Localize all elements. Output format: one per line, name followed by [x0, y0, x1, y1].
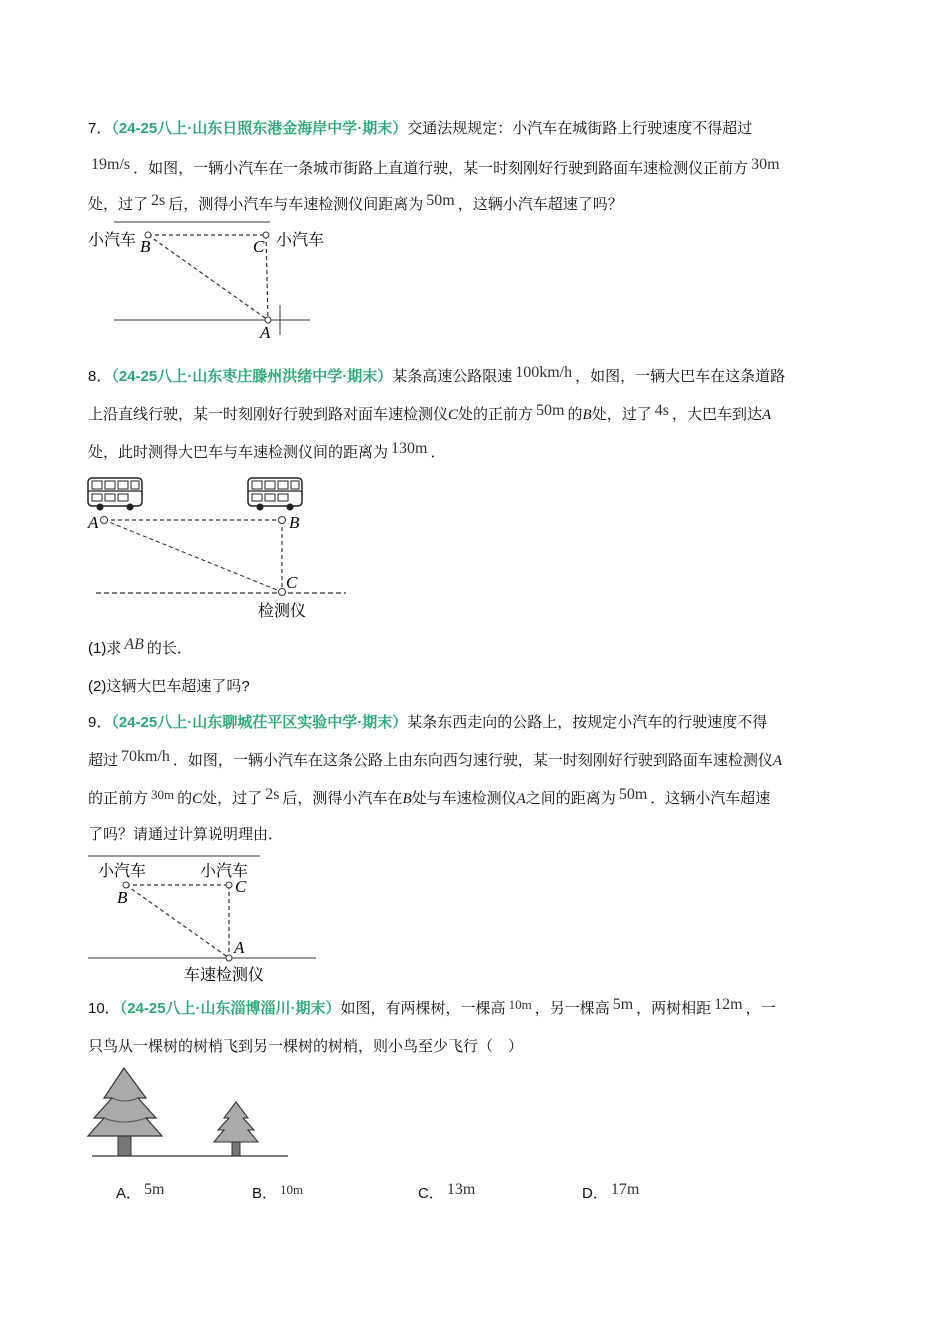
- tree-icon: [214, 1102, 258, 1156]
- q9-label-b: B: [117, 888, 128, 907]
- q9-label-c: C: [235, 877, 247, 896]
- q9-var-a2: A: [516, 791, 526, 807]
- q10-height-2: 5m: [612, 996, 634, 1013]
- q8-text-9: ．: [430, 443, 446, 461]
- q9-time: 2s: [265, 786, 280, 803]
- q9-distance-2: 50m: [618, 786, 648, 803]
- q10-number: 10．: [88, 1000, 120, 1017]
- q8-label-a: A: [88, 513, 99, 532]
- q9-text-9: 之间的距离为: [525, 789, 616, 807]
- q9-var-c: C: [192, 791, 203, 807]
- q7-distance-2: 50m: [426, 192, 455, 209]
- q7-time: 2s: [151, 192, 166, 209]
- q9-label-a: A: [234, 938, 245, 957]
- q9-text-10: ．这辆小汽车超速: [650, 789, 771, 807]
- q7-text-3: 处，过了: [88, 195, 149, 213]
- q9-text-6: 处，过了: [202, 789, 263, 807]
- q7-label-b: B: [140, 237, 151, 256]
- q7-speed-limit: 19m/s: [91, 156, 131, 173]
- q9-source: （24-25八上·山东聊城茌平区实验中学·期末）: [111, 714, 408, 731]
- q9-detector-label: 车速检测仪: [184, 965, 265, 984]
- q9-text-7: 后，测得小汽车在: [282, 789, 403, 807]
- option-c-label: C．: [418, 1185, 444, 1202]
- q8-text-7: ，大巴车到达: [671, 405, 762, 423]
- q8-distance: 50m: [536, 402, 565, 419]
- option-d-value: 17m: [610, 1181, 640, 1198]
- q8-label-b: B: [289, 513, 300, 532]
- q7-text-2: ．如图，一辆小汽车在一条城市街路上直道行驶，某一时刻刚好行驶到路面车速检测仪正前方: [133, 159, 749, 177]
- q8-number: 8．: [88, 368, 112, 385]
- option-a-value: 5m: [144, 1181, 165, 1198]
- q8-sub1-post: 的长．: [146, 639, 192, 657]
- q9-var-b: B: [402, 791, 412, 807]
- option-a-label: A．: [116, 1185, 142, 1202]
- q9-text-2: 超过: [88, 751, 119, 769]
- q10-text-1: 如图，有两棵树，一棵高: [340, 999, 506, 1017]
- option-c-value: 13m: [446, 1181, 476, 1198]
- q10-option-c[interactable]: [418, 1182, 478, 1203]
- q8-sub2-text: (2)这辆大巴车超速了吗?: [88, 678, 250, 695]
- q8-text-1: 某条高速公路限速: [392, 367, 513, 385]
- q7-distance: 30m: [751, 156, 780, 173]
- option-b-label: B．: [252, 1185, 278, 1202]
- q8-distance-2: 130m: [391, 440, 428, 457]
- q10-text-4: ，一: [745, 999, 776, 1017]
- q7-number: 7．: [88, 120, 112, 137]
- q8-text-4: 处的正前方: [458, 405, 534, 423]
- q8-label-c: C: [286, 573, 298, 592]
- q9-car-left: 小汽车: [98, 861, 147, 880]
- q10-distance: 12m: [714, 996, 743, 1013]
- q7-label-a: A: [260, 323, 271, 342]
- q8-source: （24-25八上·山东枣庄滕州洪绪中学·期末）: [111, 368, 393, 385]
- q10-text-3: ，两树相距: [636, 999, 712, 1017]
- q7-source: （24-25八上·山东日照东港金海岸中学·期末）: [111, 120, 408, 137]
- q9-var-a: A: [772, 753, 783, 769]
- q7-text-5: ，这辆小汽车超速了吗？: [457, 195, 623, 213]
- q9-car-right: 小汽车: [200, 861, 249, 880]
- q8-speed-limit: 100km/h: [515, 364, 573, 381]
- q8-text-2: ，如图，一辆大巴车在这条道路: [575, 367, 786, 385]
- q8-text-6: 处，过了: [591, 405, 652, 423]
- q9-text-4: 的正前方: [88, 789, 149, 807]
- q10-option-d[interactable]: [582, 1182, 642, 1203]
- q8-time: 4s: [654, 402, 669, 419]
- q9-number: 9．: [88, 714, 112, 731]
- q10-text-5: 只鸟从一棵树的树梢飞到另一棵树的树梢，则小鸟至少飞行（ ）: [88, 1037, 524, 1055]
- q9-text-5: 的: [177, 789, 193, 807]
- q10-source: （24-25八上·山东淄博淄川·期末）: [119, 1000, 341, 1017]
- q8-var-a: A: [761, 407, 772, 423]
- q8-text-5: 的: [567, 405, 583, 423]
- q7-car-left: 小汽车: [88, 230, 137, 249]
- q8-text-8: 处，此时测得大巴车与车速检测仪间的距离为: [88, 443, 389, 461]
- q10-text-2: ，另一棵高: [534, 999, 610, 1017]
- q10-option-a[interactable]: [116, 1182, 167, 1203]
- q9-text-3: ．如图，一辆小汽车在这条公路上由东向西匀速行驶，某一时刻刚好行驶到路面车速检测仪: [172, 751, 773, 769]
- q9-text-11: 了吗？请通过计算说明理由．: [88, 825, 284, 843]
- q7-text-4: 后，测得小汽车与车速检测仪间距离为: [168, 195, 424, 213]
- q9-speed-limit: 70km/h: [121, 748, 170, 765]
- q7-text-1: 交通法规规定：小汽车在城街路上行驶速度不得超过: [407, 119, 753, 137]
- q7-car-right: 小汽车: [276, 230, 325, 249]
- q9-distance: 30m: [151, 787, 175, 802]
- q8-sub1-math: AB: [124, 636, 144, 653]
- q8-var-b: B: [582, 407, 592, 423]
- q7-label-c: C: [253, 237, 265, 256]
- q9-text-8: 处与车速检测仪: [411, 789, 517, 807]
- tree-icon: [88, 1068, 162, 1156]
- q8-detector-label: 检测仪: [258, 601, 307, 620]
- q8-sub1-pre: (1)求: [88, 640, 122, 657]
- q10-height-1: 10m: [508, 997, 532, 1012]
- q10-option-b[interactable]: [252, 1182, 306, 1203]
- option-d-label: D．: [582, 1185, 608, 1202]
- q8-text-3: 上沿直线行驶，某一时刻刚好行驶到路对面车速检测仪: [88, 405, 449, 423]
- q8-var-c: C: [448, 407, 459, 423]
- q9-text-1: 某条东西走向的公路上，按规定小汽车的行驶速度不得: [407, 713, 768, 731]
- option-b-value: 10m: [280, 1182, 304, 1197]
